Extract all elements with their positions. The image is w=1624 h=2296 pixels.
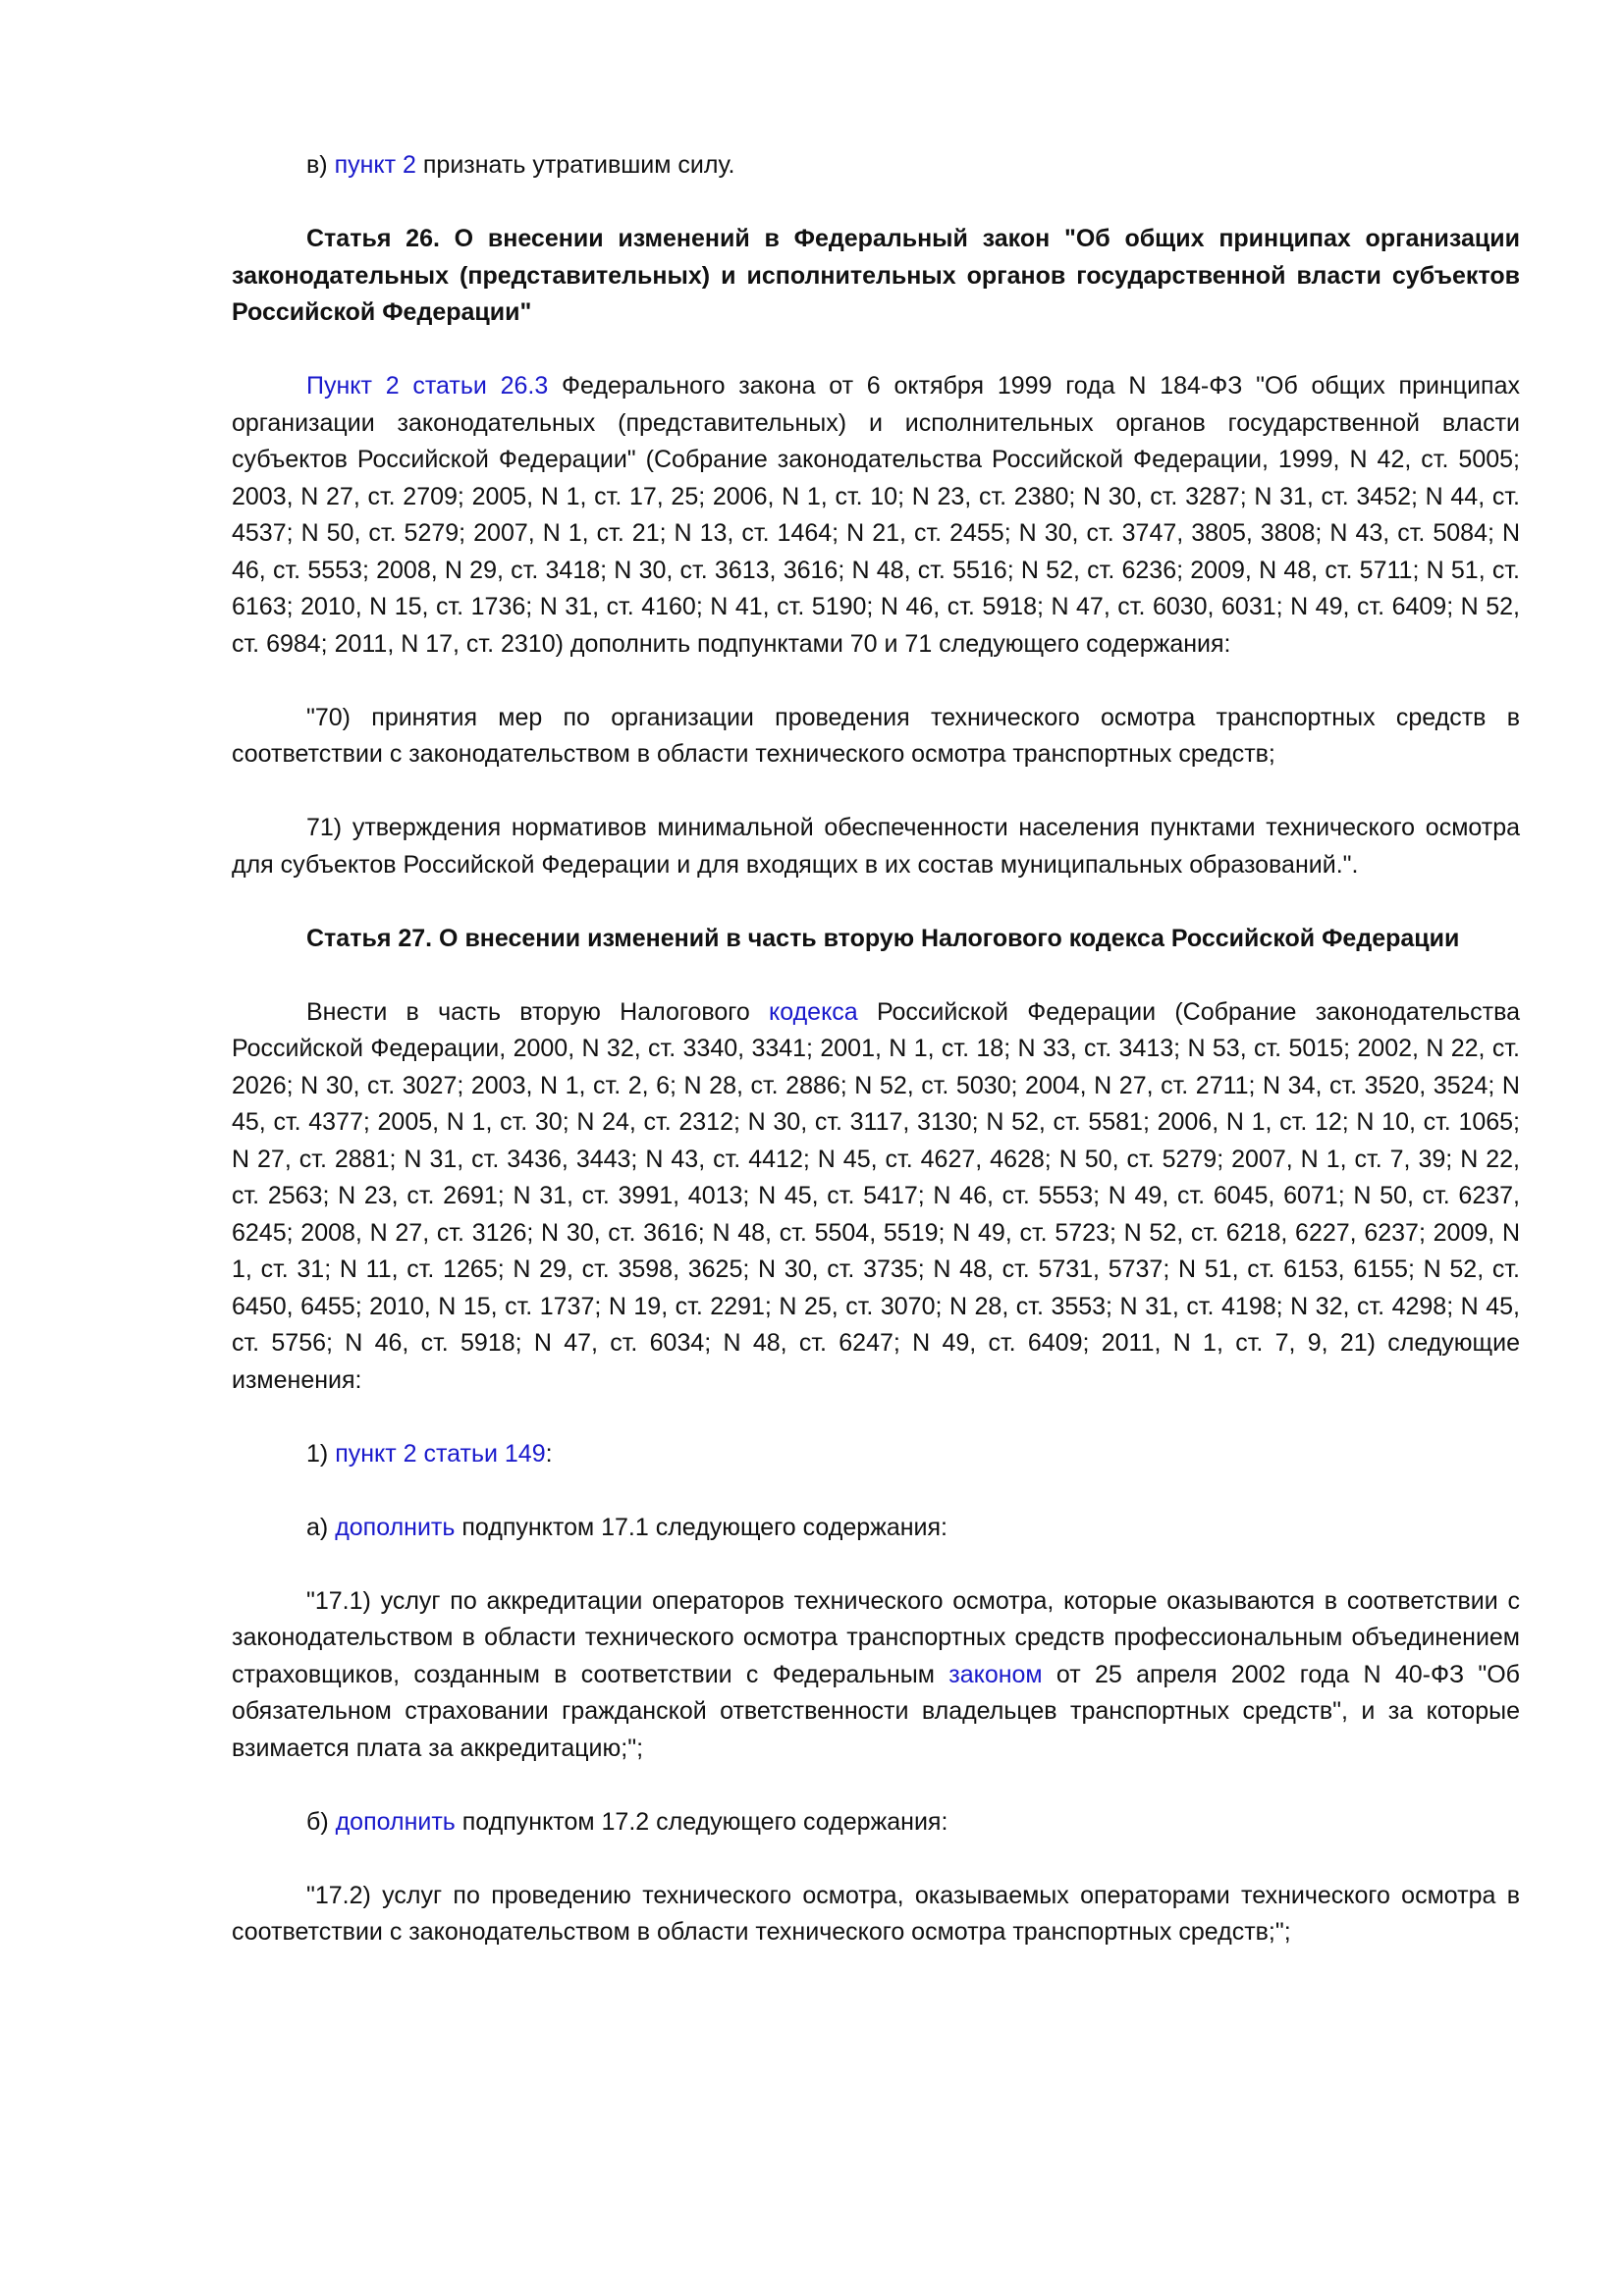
link-punkt-2-stati-26-3[interactable]: Пункт 2 статьи 26.3 xyxy=(306,372,549,400)
text-segment: б) xyxy=(306,1807,336,1836)
article-27-body xyxy=(232,994,1520,1400)
link-zakonom[interactable]: законом xyxy=(948,1660,1043,1688)
link-punkt-2-stati-149[interactable]: пункт 2 статьи 149 xyxy=(335,1439,546,1468)
text-segment: 1) xyxy=(306,1439,336,1468)
text-segment: признать утратившим силу. xyxy=(415,151,735,179)
article-27-heading: Статья 27. О внесении изменений в часть вторую Налогового кодекса Российской Федерации xyxy=(306,924,1460,952)
text-segment: Федерального закона от 6 октября 1999 года N 184-ФЗ "Об общих принципах организации законодательных (представительных) и исполнительных органов государственной власти субъектов Российской Федерации" (Собрание законодательства Российской Федерации, 1999, N 42, ст. 5005; 2003, N 27, ст. 2709; 2005, N 1, ст. 17, 25; 2006, N 1, ст. 10; N 23, ст. 2380; N 30, ст. 3287; N 31, ст. 3452; N 44, ст. 4537; N 50, ст. 5279; 2007, N 1, ст. 21; N 13, ст. 1464; N 21, ст. 2455; N 30, ст. 3747, 3805, 3808; N 43, ст. 5084; N 46, ст. 5553; 2008, N 29, ст. 3418; N 30, ст. 3613, 3616; N 48, ст. 5516; N 52, ст. 6236; 2009, N 48, ст. 5711; N 51, ст. 6163; 2010, N 15, ст. 1736; N 31, ст. 4160; N 41, ст. 5190; N 46, ст. 5918; N 47, ст. 6030, 6031; N 49, ст. 6409; N 52, ст. 6984; 2011, N 17, ст. 2310) дополнить подпунктами 70 и 71 следующего содержания: xyxy=(232,372,1520,658)
paragraph-item-71: 71) утверждения нормативов минимальной обеспеченности населения пунктами технического осмотра для субъектов Российской Федерации и для входящих в их состав муниципальных образований.". xyxy=(232,814,1520,879)
article-26-heading: Статья 26. О внесении изменений в Федеральный закон "Об общих принципах организации законодательных (представительных) и исполнительных органов государственной власти субъектов Российской Федерации" xyxy=(232,225,1520,326)
text-segment: подпунктом 17.1 следующего содержания: xyxy=(455,1513,948,1541)
text-segment: Внести в часть вторую Налогового xyxy=(306,997,770,1026)
link-kodeksa[interactable]: кодекса xyxy=(769,997,858,1026)
text-segment: "17.1) услуг по аккредитации операторов технического осмотра, которые оказываются в соответствии с законодательством в области технического осмотра транспортных средств профессиональным объединением страховщиков, созданным в соответствии с Федеральным xyxy=(232,1586,1520,1688)
paragraph-item-70: "70) принятия мер по организации проведения технического осмотра транспортных средств в соответствии с законодательством в области технического осмотра транспортных средств; xyxy=(232,703,1520,768)
link-dopolnit-a[interactable]: дополнить xyxy=(335,1513,456,1541)
paragraph-item-17-1 xyxy=(232,1583,1520,1768)
paragraph-item-1 xyxy=(232,1436,1520,1473)
text-segment: подпунктом 17.2 следующего содержания: xyxy=(455,1807,948,1836)
text-segment: а) xyxy=(306,1513,336,1541)
link-dopolnit-b[interactable]: дополнить xyxy=(335,1807,456,1836)
text-segment: от 25 апреля 2002 года N 40-ФЗ "Об обязательном страховании гражданской ответственности владельцев транспортных средств", и за которые взимается плата за аккредитацию;"; xyxy=(232,1660,1520,1762)
text-segment: Российской Федерации (Собрание законодательства Российской Федерации, 2000, N 32, ст. 3340, 3341; 2001, N 1, ст. 18; N 33, ст. 3413; N 53, ст. 5015; 2002, N 22, ст. 2026; N 30, ст. 3027; 2003, N 1, ст. 2, 6; N 28, ст. 2886; N 52, ст. 5030; 2004, N 27, ст. 2711; N 34, ст. 3520, 3524; N 45, ст. 4377; 2005, N 1, ст. 30; N 24, ст. 2312; N 30, ст. 3117, 3130; N 52, ст. 5581; 2006, N 1, ст. 12; N 10, ст. 1065; N 27, ст. 2881; N 31, ст. 3436, 3443; N 43, ст. 4412; N 45, ст. 4627, 4628; N 50, ст. 5279; 2007, N 1, ст. 7, 39; N 22, ст. 2563; N 23, ст. 2691; N 31, ст. 3991, 4013; N 45, ст. 5417; N 46, ст. 5553; N 49, ст. 6045, 6071; N 50, ст. 6237, 6245; 2008, N 27, ст. 3126; N 30, ст. 3616; N 48, ст. 5504, 5519; N 49, ст. 5723; N 52, ст. 6218, 6227, 6237; 2009, N 1, ст. 31; N 11, ст. 1265; N 29, ст. 3598, 3625; N 30, ст. 3735; N 48, ст. 5731, 5737; N 51, ст. 6153, 6155; N 52, ст. 6450, 6455; 2010, N 15, ст. 1737; N 19, ст. 2291; N 25, ст. 3070; N 28, ст. 3553; N 31, ст. 4198; N 32, ст. 4298; N 45, ст. 5756; N 46, ст. 5918; N 47, ст. 6034; N 48, ст. 6247; N 49, ст. 6409; 2011, N 1, ст. 7, 9, 21) следующие изменения: xyxy=(232,997,1520,1394)
text-segment: : xyxy=(545,1439,553,1468)
paragraph-item-b xyxy=(232,1804,1520,1842)
link-punkt-2[interactable]: пункт 2 xyxy=(334,151,416,179)
paragraph-item-a xyxy=(232,1510,1520,1547)
paragraph-item-v xyxy=(232,147,1520,185)
text-segment: в) xyxy=(306,151,335,179)
paragraph-item-17-2: "17.2) услуг по проведению технического осмотра, оказываемых операторами технического осмотра в соответствии с законодательством в области технического осмотра транспортных средств;"; xyxy=(232,1881,1520,1946)
article-26-body xyxy=(232,368,1520,663)
document-page xyxy=(232,147,1520,1988)
